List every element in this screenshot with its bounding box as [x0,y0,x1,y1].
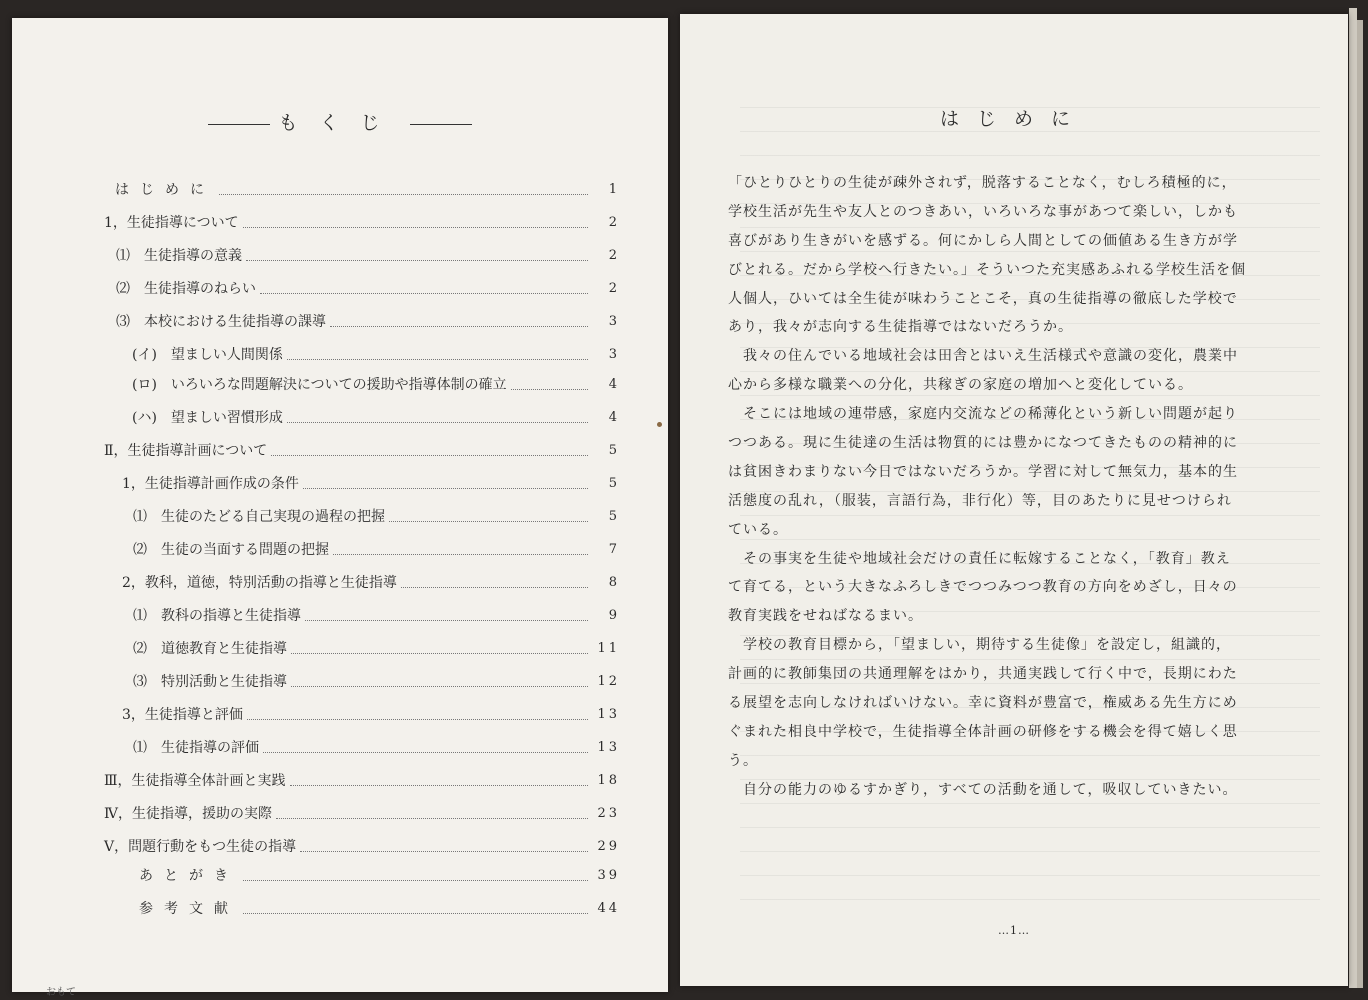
toc-item-page: 2 [608,215,620,230]
toc-item-page: 7 [608,542,620,557]
toc-leader-dots [243,227,588,228]
intro-line: 活態度の乱れ，（服装，言語行為，非行化）等，目のあたりに見せつけられ [728,492,1232,509]
toc-item-page: 18 [597,773,620,788]
toc-item-label: ⑴ 生徒指導の評価 [133,740,259,756]
toc-item-label: ⑶ 特別活動と生徒指導 [133,674,287,690]
toc-item [104,769,620,791]
toc-item [133,670,620,692]
toc-item-label: 1，生徒指導計画作成の条件 [122,476,299,492]
toc-item-label: 3，生徒指導と評価 [122,707,243,723]
toc-item-page: 3 [608,314,620,329]
toc-item [133,505,620,527]
toc-item-label: ⑶ 本校における生徒指導の課導 [116,314,326,330]
toc-leader-dots [287,359,588,360]
toc-leader-dots [276,818,588,819]
toc-item-label: ⑴ 生徒のたどる自己実現の過程の把握 [133,509,385,525]
intro-line: びとれる。だから学校へ行きたい。」そういつた充実感あふれる学校生活を個 [728,261,1246,278]
toc-item-page: 13 [597,740,620,755]
intro-line: ぐまれた相良中学校で，生徒指導全体計画の研修をする機会を得て嬉しく思 [728,723,1238,740]
toc-leader-dots [333,554,588,555]
intro-line: 喜びがあり生きがいを感ずる。何にかしら人間としての価値ある生き方が学 [728,232,1238,249]
toc-item [116,244,620,266]
margin-note: おもて [46,987,76,998]
toc-item-label: (ハ) 望ましい習慣形成 [132,410,283,426]
toc-item-page: 2 [608,248,620,263]
intro-line: 人個人，ひいては全生徒が味わうことこそ，真の生徒指導の徹底した学校で [728,290,1238,307]
toc-leader-dots [246,260,588,261]
toc-leader-dots [303,488,588,489]
toc-leader-dots [243,880,588,881]
toc-item-label: Ⅴ，問題行動をもつ生徒の指導 [104,839,297,855]
toc-item [104,439,620,461]
intro-line: 教育実践をせねばなるまい。 [728,608,923,625]
toc-item-label: ⑵ 道徳教育と生徒指導 [133,641,287,657]
toc-leader-dots [271,455,588,456]
toc-item-page: 13 [597,707,620,722]
toc-item-page: 39 [597,868,620,883]
intro-line: 心から多様な職業への分化，共稼ぎの家庭の増加へと変化している。 [728,377,1193,394]
toc-item [104,802,620,824]
toc-item-label: 2，教科，道徳，特別活動の指導と生徒指導 [122,575,397,591]
page-number: …1… [998,924,1030,937]
toc-leader-dots [401,587,588,588]
intro-line: 自分の能力のゆるすかぎり，すべての活動を通して，吸収していきたい。 [728,781,1238,798]
intro-line: 学校生活が先生や友人とのつきあい，いろいろな事があつて楽しい，しかも [728,203,1238,220]
intro-line: 「ひとりひとりの生徒が疎外されず，脱落することなく，むしろ積極的に， [728,175,1237,191]
toc-leader-dots [247,719,588,720]
intro-line: て育てる，という大きなふろしきでつつみつつ教育の方向をめざし，日々の [728,579,1238,596]
toc-item-page: 11 [597,641,620,656]
toc-item-page: 44 [597,901,620,916]
toc-item-page: 9 [608,608,620,623]
intro-line: 計画的に教師集団の共通理解をはかり，共通実践して行く中で，長期にわた [728,666,1238,683]
toc-leader-dots [263,752,588,753]
intro-line: る展望を志向しなければいけない。幸に資料が豊富で，権威ある先生方にめ [728,695,1238,712]
intro-line: 我々の住んでいる地域社会は田舎とはいえ生活様式や意識の変化，農業中 [728,348,1238,365]
intro-line: つつある。現に生徒達の生活は物質的には豊かになつてきたものの精神的に [728,435,1238,452]
toc-item [133,538,620,560]
toc-item-label: 参考文献 [139,901,239,917]
toc-item [122,472,620,494]
toc-item [116,277,620,299]
toc-item-label: ⑵ 生徒指導のねらい [116,281,256,297]
toc-item-label: Ⅳ，生徒指導，援助の実際 [104,806,272,822]
toc-leader-dots [243,913,588,914]
intro-line: ている。 [728,521,788,538]
toc-item-page: 5 [608,443,620,458]
toc-leader-dots [260,293,588,294]
toc-item-label: ⑵ 生徒の当面する問題の把握 [133,542,329,558]
toc-item-label: Ⅱ，生徒指導計画について [104,443,268,459]
intro-line: その事実を生徒や地域社会だけの責任に転嫁することなく，「教育」教え [728,550,1231,567]
toc-title-text: もくじ [278,112,402,134]
intro-title: はじめに [939,108,1088,130]
toc-item [115,178,620,200]
intro-line: は貧困きわまりない今日ではないだろうか。学習に対して無気力，基本的生 [728,463,1238,480]
toc-item [133,736,620,758]
toc-item [133,604,620,626]
toc-leader-dots [300,851,588,852]
toc-leader-dots [389,521,588,522]
toc-item [132,373,620,395]
toc-item-page: 12 [597,674,620,689]
toc-item-page: 5 [608,509,620,524]
toc-item [122,703,620,725]
toc-item-label: 1，生徒指導について [104,215,239,231]
intro-body [728,169,1248,805]
toc-item-label: あとがき [139,868,239,884]
right-page [680,14,1348,986]
toc-leader-dots [305,620,588,621]
toc-item-page: 23 [597,806,620,821]
left-page [12,18,668,998]
toc-item [116,310,620,332]
toc-item-page: 29 [597,839,620,854]
intro-line: そこには地域の連帯感，家庭内交流などの稀薄化という新しい問題が起り [728,406,1238,423]
toc-item [139,864,620,886]
toc-item [132,406,620,428]
toc-item-page: 1 [608,182,620,197]
page-stack-edge [1357,20,1363,988]
toc-item [139,897,620,919]
toc-leader-dots [290,785,588,786]
toc-list [12,18,668,992]
toc-item-label: (イ) 望ましい人間関係 [132,347,283,363]
toc-item-page: 4 [608,377,620,392]
gutter-spot [657,422,662,427]
toc-item-label: ⑴ 生徒指導の意義 [116,248,242,264]
toc-leader-dots [291,686,588,687]
toc-item [104,835,620,857]
toc-leader-dots [219,194,588,195]
toc-item-page: 5 [608,476,620,491]
toc-item-page: 8 [608,575,620,590]
toc-leader-dots [287,422,588,423]
toc-item [133,637,620,659]
toc-item-page: 3 [608,347,620,362]
toc-leader-dots [511,389,588,390]
intro-line: う。 [728,752,758,769]
toc-leader-dots [330,326,588,327]
toc-item-page: 2 [608,281,620,296]
intro-line: あり，我々が志向する生徒指導ではないだろうか。 [728,319,1073,336]
toc-item-label: (ロ) いろいろな問題解決についての援助や指導体制の確立 [132,377,507,393]
toc-item [132,343,620,365]
page-stack-edge [1349,8,1357,988]
toc-item [104,211,620,233]
toc-item-label: はじめに [115,182,215,198]
toc-item-label: ⑴ 教科の指導と生徒指導 [133,608,301,624]
toc-leader-dots [291,653,588,654]
toc-item [122,571,620,593]
toc-item-label: Ⅲ，生徒指導全体計画と実践 [104,773,286,789]
intro-line: 学校の教育目標から，「望ましい，期待する生徒像」を設定し，組識的， [728,637,1231,654]
toc-item-page: 4 [608,410,620,425]
